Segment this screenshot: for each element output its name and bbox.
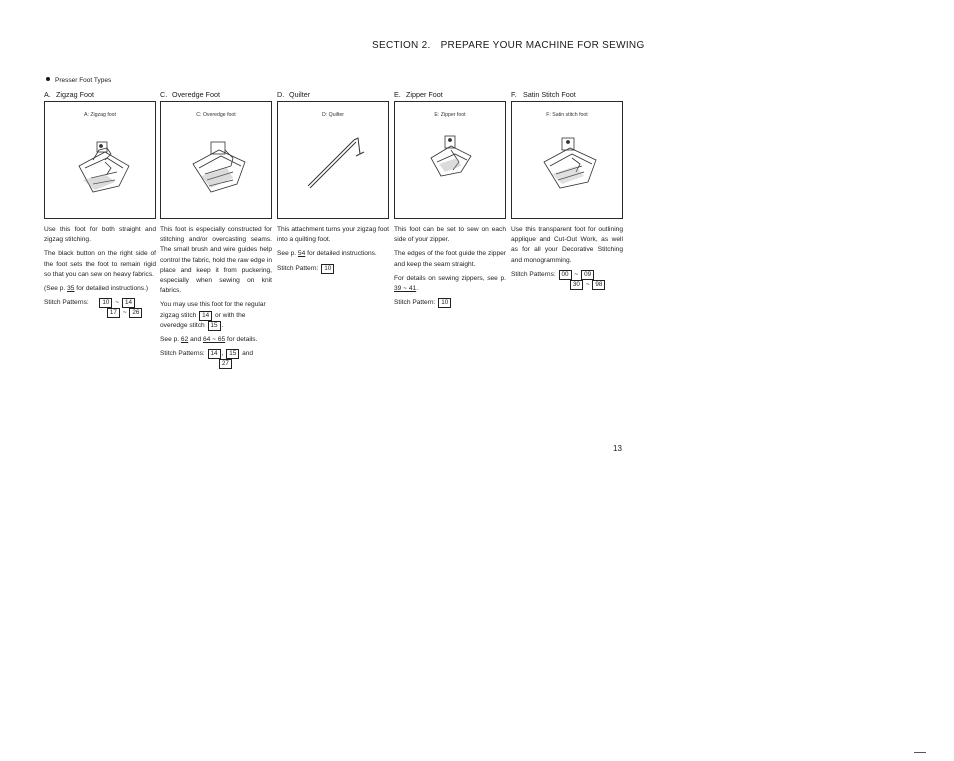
- pattern-code: 98: [592, 280, 605, 290]
- page-reference: 64 ~ 65: [202, 336, 226, 344]
- stitch-patterns: Stitch Patterns: 14 , 15 and: [160, 350, 254, 358]
- bullet-icon: [46, 77, 50, 81]
- pattern-code: 15: [208, 321, 221, 331]
- corner-mark: [914, 752, 926, 753]
- satin-stitch-foot-description: Use this transparent foot for outlining applique and Cut-Out Work, as well as for all your Decorative Stitching and monogramming. Stitch Patterns: 00 ~ 09 30 ~ 98: [511, 226, 623, 289]
- column-satin-stitch-foot: [511, 90, 623, 290]
- pattern-code: 30: [570, 280, 583, 290]
- page-reference: 35: [67, 285, 75, 293]
- column-label: A. Zigzag Foot: [44, 90, 94, 99]
- page-reference: 62: [180, 336, 189, 344]
- column-label: E. Zipper Foot: [394, 90, 443, 99]
- pattern-code: 10: [321, 264, 334, 274]
- pattern-code: 27: [219, 359, 232, 369]
- zigzag-foot-icon: [45, 102, 155, 218]
- page-reference: 39 ~ 41: [394, 285, 417, 293]
- stitch-patterns: Stitch Patterns: 10 ~ 14: [44, 298, 156, 308]
- zipper-foot-photo: [394, 101, 506, 219]
- pattern-code: 17: [107, 308, 120, 318]
- zipper-foot-description: This foot can be set to sew on each side of your zipper. The edges of the foot guide the zipper and keep the seam straight. For details on sewing zippers, see p. 39 ~ 41. Stitch Pattern: 10: [394, 225, 506, 308]
- pattern-code: 15: [226, 349, 239, 359]
- pattern-code: 14: [208, 349, 221, 359]
- section-number: SECTION 2.: [372, 40, 431, 51]
- stitch-patterns: Stitch Pattern: 10: [394, 298, 506, 308]
- presser-foot-heading: Presser Foot Types: [46, 77, 111, 84]
- quilter-icon: [278, 102, 388, 218]
- photo-caption: A: Zigzag foot: [83, 112, 116, 118]
- satin-stitch-foot-icon: [512, 102, 622, 218]
- quilter-photo: [277, 101, 389, 219]
- pattern-code: 09: [581, 270, 594, 280]
- pattern-code: 26: [129, 308, 142, 318]
- zipper-foot-icon: [395, 102, 505, 218]
- column-label: C. Overedge Foot: [160, 90, 220, 99]
- column-zigzag-foot: [44, 90, 156, 319]
- column-label: D. Quilter: [277, 90, 311, 99]
- photo-caption: C: Overedge foot: [196, 112, 236, 118]
- quilter-description: This attachment turns your zigzag foot into a quilting foot. See p. 54 for detailed instructions. Stitch Pattern: 10: [277, 225, 389, 274]
- pattern-code: 14: [199, 311, 212, 321]
- overedge-foot-photo: [160, 101, 272, 219]
- zigzag-foot-description: Use this foot for both straight and zigzag stitching. The black button on the right side of the foot sets the foot to remain rigid so that you can sew on heavy fabrics. (See p. 35 for detailed instructions.) Stitch Patterns: 10 ~ 14 17 ~ 26: [44, 226, 156, 317]
- satin-stitch-foot-photo: [511, 101, 623, 219]
- pattern-code: 10: [99, 298, 112, 308]
- page-number: 13: [613, 444, 622, 453]
- zigzag-foot-photo: [44, 101, 156, 219]
- photo-caption: E: Zipper foot: [434, 112, 466, 118]
- stitch-patterns: Stitch Patterns: 00 ~ 09: [511, 270, 623, 280]
- overedge-foot-description: This foot is especially constructed for stitching and/or overcasting seams. The small brush and wire guides help control the fabric, hold the raw edge in place and keep it from puckering, especially when sewing on knit fabrics. You may use this foot for the regular zigzag stitch 14 or with the overedge stitch 15 . See p. 62 and 64 ~ 65 for details. Stitch Patterns: 14 , 15 and 27: [160, 226, 272, 368]
- page-reference: 54: [297, 250, 306, 258]
- column-label: F. Satin Stitch Foot: [511, 90, 576, 99]
- section-header: [372, 40, 645, 51]
- column-zipper-foot: [394, 90, 506, 308]
- column-quilter: [277, 90, 389, 274]
- column-overedge-foot: [160, 90, 272, 370]
- overedge-foot-icon: [161, 102, 271, 218]
- stitch-patterns: Stitch Pattern: 10: [277, 264, 389, 274]
- pattern-code: 00: [559, 270, 572, 280]
- photo-caption: D: Quilter: [322, 112, 344, 118]
- section-title: PREPARE YOUR MACHINE FOR SEWING: [440, 40, 645, 51]
- photo-caption: F: Satin stitch foot: [546, 112, 588, 118]
- pattern-code: 10: [438, 298, 451, 308]
- pattern-code: 14: [122, 298, 135, 308]
